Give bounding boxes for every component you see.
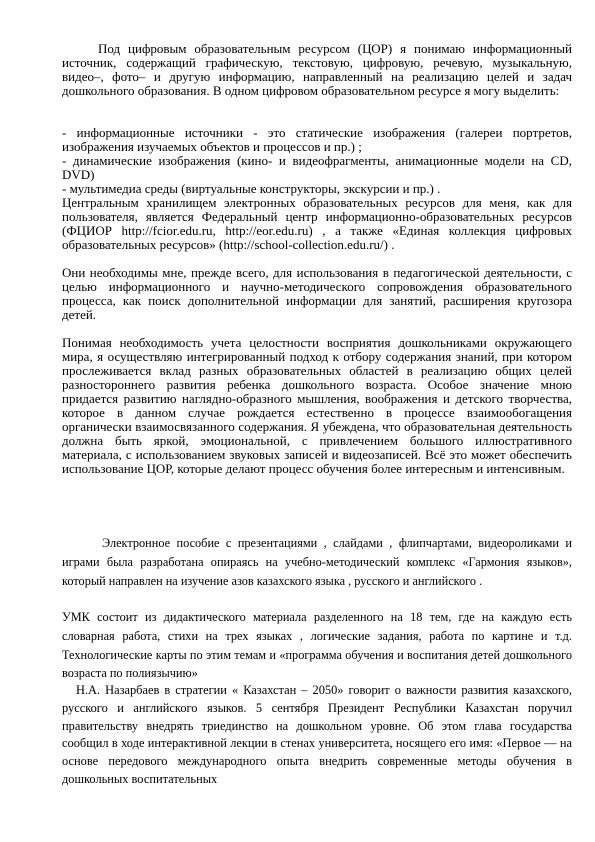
paragraph-integrated-approach: Понимая необходимость учета целостности восприятия дошкольниками окружающего мира, я осуществляю интегрированный подход к отбору содержания знаний, при котором прослеживается вклад разных образовательных областей в реализацию общих целей разностороннего развития ребенка дошкольного возраста. Особое значение мною придается развитию наглядно-образного мышления, воображения и детского творчества, которое в данном случае рождается естественно в процессе взаимообогащения органически взаимосвязанного содержания. Я убеждена, что образовательная деятельность должна быть яркой, эмоциональной, с привлечением большого иллюстративного материала, с использованием звуковых записей и видеозаписей. Всё это может обеспечить использование ЦОР, которые делают процесс обучения более интересным и интенсивным. xyxy=(62,335,572,476)
paragraph-multimedia: - мультимедиа среды (виртуальные конструкторы, экскурсии и пр.) . xyxy=(62,181,441,196)
paragraph-dynamic-images: - динамические изображения (кино- и видеофрагменты, анимационные модели на CD, DVD) xyxy=(62,153,572,182)
paragraph-pedagogical-use: Они необходимы мне, прежде всего, для использования в педагогической деятельности, с целью информационного и научно-методического сопровождения образовательного процесса, как поиск дополнительной информации для занятий, расширения кругозора детей. xyxy=(62,265,572,322)
paragraph-electronic-manual: Электронное пособие с презентациями , слайдами , флипчартами, видеороликами и играми была разработана опираясь на учебно-методический комплекс «Гармония языков», который направлен на изучение азов казахского языка , русского и английского . xyxy=(62,536,572,588)
paragraph-info-sources: - информационные источники - это статические изображения (галереи портретов, изображения изучаемых объектов и процессов и пр.) ; xyxy=(62,125,572,154)
paragraph-umk: УМК состоит из дидактического материала разделенного на 18 тем, где на каждую есть словарная работа, стихи на трех языках , логические задания, работа по картине и т.д. Технологические карты по этим темам и «программа обучения и воспитания детей дошкольного возраста по полиязычию» xyxy=(62,610,572,681)
paragraph-nazarbayev: Н.А. Назарбаев в стратегии « Казахстан – 2050» говорит о важности развития казахского, русского и английского языков. 5 сентября Президент Республики Казахстан поручил правительству внедрять триединство на дошкольном уровне. Об этом глава государства сообщил в ходе интерактивной лекции в стенах университета, носящего его имя: «Первое — на основе передового международного опыта внедрить современные методы обучения в дошкольных воспитательных xyxy=(62,683,572,786)
paragraph-central-storage: Центральным хранилищем электронных образовательных ресурсов для меня, как для пользователя, является Федеральный центр информационно-образовательных ресурсов (ФЦИОР http://fcior.edu.ru, http://eor.edu.ru) , а также «Единая коллекция цифровых образовательных ресурсов» (http://school-collection.edu.ru/) . xyxy=(62,195,572,252)
paragraph-cor-definition: Под цифровым образовательным ресурсом (ЦОР) я понимаю информационный источник, содержащий графическую, текстовую, цифровую, речевую, музыкальную, видео–, фото– и другую информацию, направленный на реализацию целей и задач дошкольного образования. В одном цифровом образовательном ресурсе я могу выделить: xyxy=(62,41,572,98)
